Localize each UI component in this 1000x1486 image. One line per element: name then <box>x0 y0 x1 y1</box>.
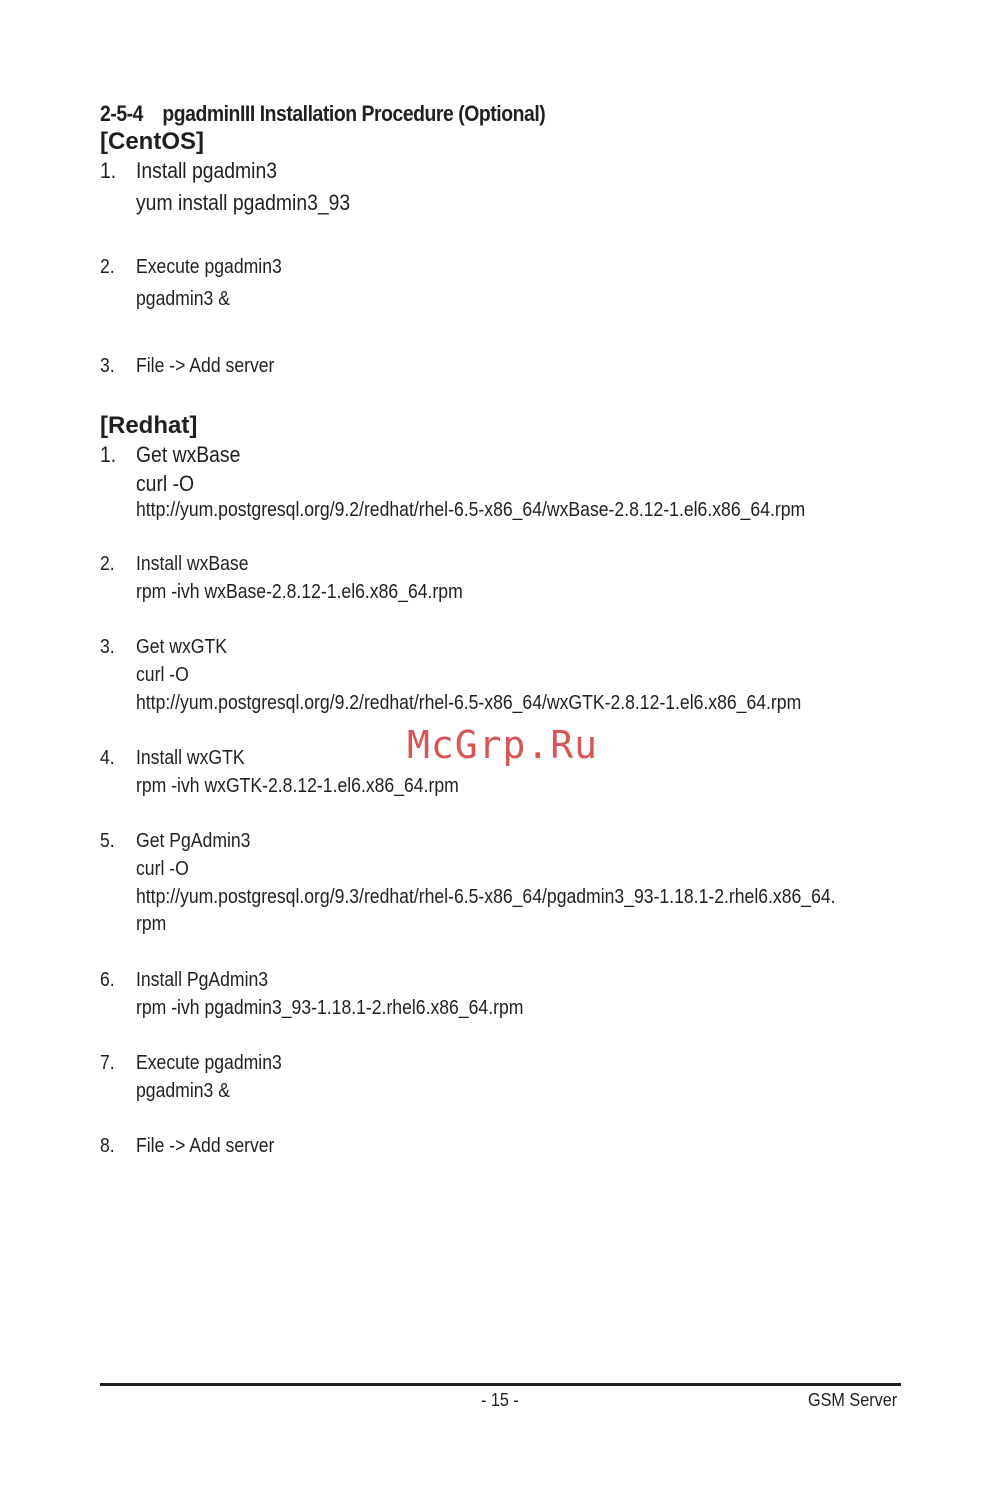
centos-step-1-number: 1. <box>100 158 117 183</box>
redhat-step-7-number: 7. <box>100 1052 115 1074</box>
redhat-step-6-title: Install PgAdmin3 <box>136 969 269 991</box>
footer-divider <box>100 1383 901 1386</box>
redhat-step-5-title: Get PgAdmin3 <box>136 830 251 852</box>
centos-step-3-title: File -> Add server <box>136 355 275 377</box>
redhat-step-2-number: 2. <box>100 553 115 575</box>
centos-step-1-command: yum install pgadmin3_93 <box>136 190 351 215</box>
redhat-step-5-url: http://yum.postgresql.org/9.3/redhat/rhel-6.5-x86_64/pgadmin3_93-1.18.1-2.rhel6.x86_64. <box>136 886 836 908</box>
redhat-step-2-command: rpm -ivh wxBase-2.8.12-1.el6.x86_64.rpm <box>136 581 463 603</box>
redhat-step-5-url-continued: rpm <box>136 913 167 935</box>
redhat-step-5-command: curl -O <box>136 858 189 880</box>
redhat-step-6-command: rpm -ivh pgadmin3_93-1.18.1-2.rhel6.x86_64.rpm <box>136 997 524 1019</box>
redhat-step-8-number: 8. <box>100 1135 115 1157</box>
redhat-step-1-url: http://yum.postgresql.org/9.2/redhat/rhel-6.5-x86_64/wxBase-2.8.12-1.el6.x86_64.rpm <box>136 499 806 521</box>
section-number: 2-5-4 <box>100 101 143 126</box>
redhat-step-6-number: 6. <box>100 969 115 991</box>
centos-step-2-title: Execute pgadmin3 <box>136 256 282 278</box>
watermark-logo: McGrp.Ru <box>407 723 599 767</box>
centos-step-1-title: Install pgadmin3 <box>136 158 277 183</box>
redhat-step-5-number: 5. <box>100 830 115 852</box>
redhat-step-3-url: http://yum.postgresql.org/9.2/redhat/rhel-6.5-x86_64/wxGTK-2.8.12-1.el6.x86_64.rpm <box>136 692 802 714</box>
footer-product-name: GSM Server <box>808 1390 898 1410</box>
redhat-step-7-title: Execute pgadmin3 <box>136 1052 282 1074</box>
redhat-heading: [Redhat] <box>100 412 198 439</box>
centos-step-2-command: pgadmin3 & <box>136 288 230 310</box>
redhat-step-4-title: Install wxGTK <box>136 747 245 769</box>
redhat-step-3-number: 3. <box>100 636 115 658</box>
redhat-step-3-command: curl -O <box>136 664 189 686</box>
redhat-step-3-title: Get wxGTK <box>136 636 227 658</box>
redhat-step-1-command: curl -O <box>136 471 195 496</box>
section-title <box>100 101 545 127</box>
centos-step-3-number: 3. <box>100 355 115 377</box>
redhat-step-4-command: rpm -ivh wxGTK-2.8.12-1.el6.x86_64.rpm <box>136 775 459 797</box>
section-title-text: pgadminIII Installation Procedure (Optional) <box>162 101 546 126</box>
redhat-step-2-title: Install wxBase <box>136 553 249 575</box>
redhat-step-4-number: 4. <box>100 747 115 769</box>
redhat-step-7-command: pgadmin3 & <box>136 1080 230 1102</box>
redhat-step-8-title: File -> Add server <box>136 1135 275 1157</box>
centos-step-2-number: 2. <box>100 256 115 278</box>
centos-heading: [CentOS] <box>100 128 204 155</box>
redhat-step-1-number: 1. <box>100 442 117 467</box>
footer-page-number: - 15 - <box>481 1390 519 1410</box>
redhat-step-1-title: Get wxBase <box>136 442 241 467</box>
